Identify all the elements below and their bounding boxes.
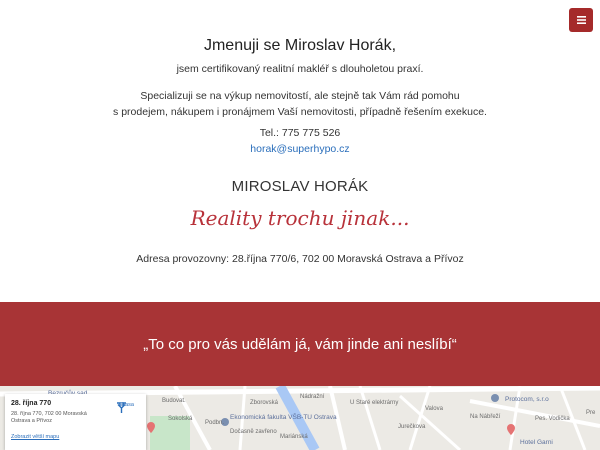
intro-heading: Jmenuji se Miroslav Horák, xyxy=(203,37,397,54)
map-label-street-6: Mariánská xyxy=(280,434,308,440)
business-address: Adresa provozovny: 28.října 770/6, 702 00 Moravská Ostrava a Přívoz xyxy=(136,253,464,265)
map-label-street-2: Sokolská xyxy=(168,416,193,422)
route-label: Trasa xyxy=(120,402,134,408)
map-info-card xyxy=(5,394,146,450)
quote-text: „To co pro vás udělám já, vám jinde ani neslíbí“ xyxy=(143,335,457,353)
hamburger-icon xyxy=(577,16,586,24)
larger-map-link[interactable]: Zobrazit větší mapu xyxy=(11,434,60,440)
phone-number: Tel.: 775 775 526 xyxy=(259,127,341,139)
menu-toggle-button[interactable] xyxy=(569,8,593,32)
map-label-street-7: U Staré elektrárny xyxy=(350,400,399,406)
email-link[interactable]: horak@superhypo.cz xyxy=(250,143,350,155)
map-label-street-11: Pes. Vodička xyxy=(535,416,570,422)
map-label-street-8: Valova xyxy=(425,406,443,412)
map-label-protocom: Protocom, s.r.o xyxy=(505,396,549,403)
directions-icon xyxy=(116,402,127,413)
map-label-faculty-note: Dočasně zavřeno xyxy=(230,429,277,435)
map-card-title: 28. října 770 xyxy=(11,400,52,407)
map-label-street-4: Nádražní xyxy=(300,394,325,400)
intro-subheading: jsem certifikovaný realitní makléř s dlouholetou praxí. xyxy=(176,63,424,75)
intro-paragraph-line-1: Specializuji se na výkup nemovitostí, ale stejně tak Vám rád pomohu xyxy=(140,90,460,102)
intro-paragraph xyxy=(0,88,600,120)
map-label-faculty: Ekonomická fakulta VŠB-TU Ostrava xyxy=(230,414,337,421)
map-label-street-5: Zborovská xyxy=(250,400,279,406)
quote-band xyxy=(0,302,600,386)
intro-paragraph-line-2: s prodejem, nákupem i pronájmem Vaší nemovitosti, případně řešením exekuce. xyxy=(113,106,487,118)
embedded-map[interactable] xyxy=(0,386,600,450)
map-label-street-12: Pre xyxy=(586,410,596,416)
map-label-hotel: Hotel Garni xyxy=(520,439,553,446)
map-label-street-10: Na Nábřeží xyxy=(470,414,501,420)
email-line xyxy=(0,143,600,155)
route-button[interactable] xyxy=(116,402,138,408)
map-label-street-1: Budovat. xyxy=(162,398,186,404)
map-label-street-3: Podbn. xyxy=(205,420,225,426)
map-label-street-9: Jurečkova xyxy=(398,424,426,430)
map-card-address: 28. října 770, 702 00 Moravská Ostrava a Přívoz xyxy=(11,411,87,424)
slogan: Reality trochu jinak... xyxy=(190,206,410,230)
agent-name: MIROSLAV HORÁK xyxy=(231,178,369,195)
